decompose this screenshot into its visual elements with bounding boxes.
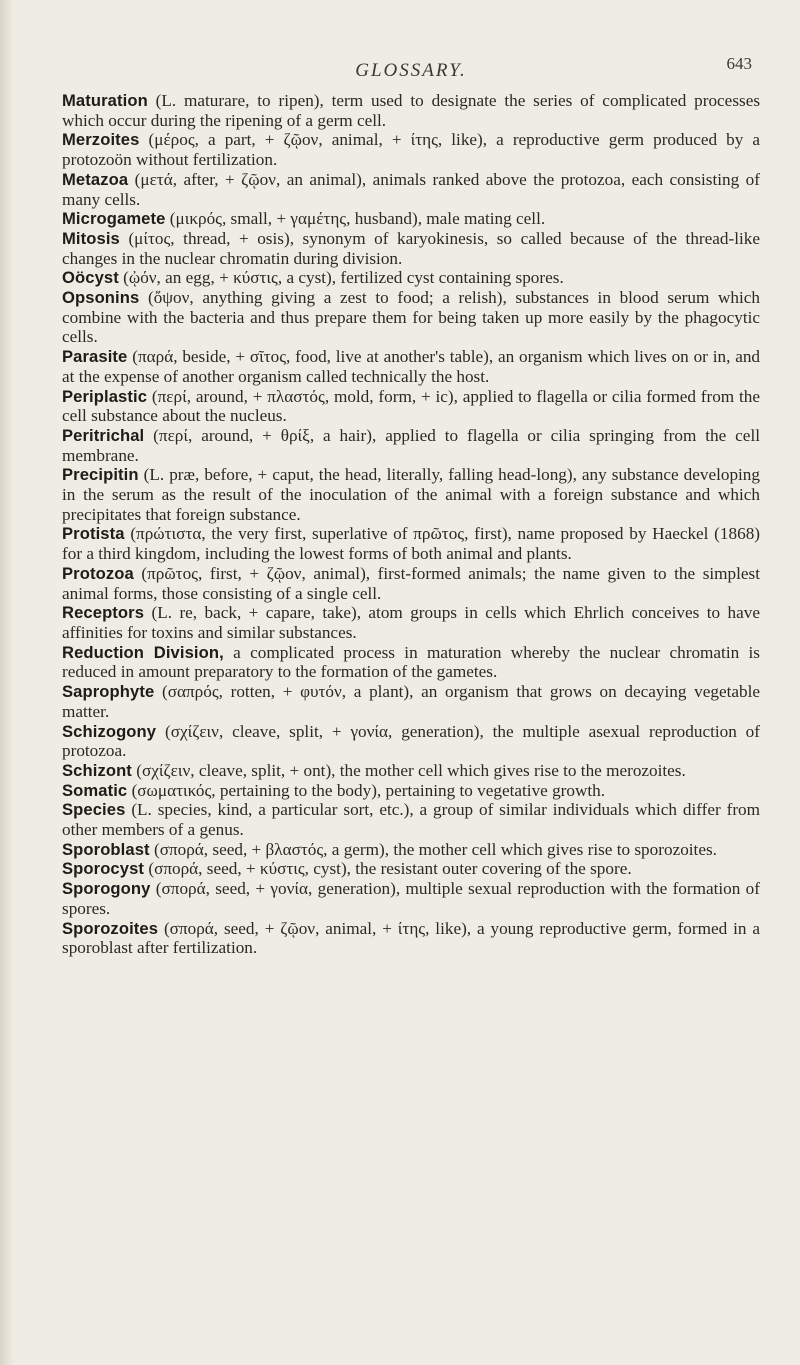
glossary-definition: (παρά, beside, + σῖτος, food, live at another's table), an organism which lives on or in, and at the expense of another organism called technically the host. (62, 347, 761, 386)
glossary-definition: (σπορά, seed, + γονία, generation), multiple sexual reproduction with the formation of spores. (62, 879, 760, 918)
glossary-entry (62, 426, 760, 465)
glossary-term: Saprophyte (62, 682, 155, 702)
glossary-entry (62, 800, 760, 839)
glossary-entry (62, 603, 760, 642)
glossary-entry (62, 91, 760, 130)
glossary-definition: (μετά, after, + ζῷον, an animal), animals ranked above the protozoa, each consisting of many cells. (62, 169, 760, 209)
page-number: 643 (726, 54, 752, 73)
glossary-term: Microgamete (62, 209, 166, 229)
glossary-entry (62, 781, 760, 801)
glossary-term: Protozoa (62, 563, 134, 583)
glossary-term: Merzoites (62, 130, 140, 150)
glossary-entry (62, 387, 760, 426)
glossary-entry (62, 524, 760, 563)
glossary-definition: (L. re, back, + capare, take), atom groups in cells which Ehrlich conceives to have affinities for toxins and similar substances. (62, 603, 760, 642)
glossary-entry (62, 761, 760, 781)
glossary-entry (62, 347, 760, 386)
glossary-definition: (σπορά, seed, + κύστις, cyst), the resistant outer covering of the spore. (148, 859, 632, 879)
glossary-term: Metazoa (62, 169, 129, 189)
glossary-entry (62, 564, 760, 603)
glossary-term: Species (62, 800, 126, 820)
glossary-term: Sporocyst (62, 859, 145, 879)
glossary-term: Schizogony (62, 721, 157, 741)
glossary-definition: (σχίζειν, cleave, split, + ont), the mother cell which gives rise to the merozoites. (136, 760, 686, 780)
glossary-entry (62, 170, 760, 209)
glossary-term: Sporogony (62, 879, 151, 899)
glossary-definition: (σπορά, seed, + βλαστός, a germ), the mother cell which gives rise to sporozoites. (153, 839, 717, 859)
page-edge-shadow (0, 0, 14, 1365)
glossary-entry (62, 919, 760, 958)
glossary-definition: (σωματικός, pertaining to the body), pertaining to vegetative growth. (131, 780, 606, 800)
glossary-term: Precipitin (62, 465, 139, 485)
glossary-definition: (περί, around, + θρίξ, a hair), applied to flagella or cilia springing from the cell membrane. (62, 425, 760, 465)
glossary-definition: (σαπρός, rotten, + φυτόν, a plant), an organism that grows on decaying vegetable matter. (62, 682, 760, 721)
glossary-term: Protista (62, 524, 125, 544)
glossary-term: Oöcyst (62, 268, 119, 288)
glossary-term: Receptors (62, 603, 145, 623)
glossary-term: Opsonins (62, 288, 140, 308)
glossary-definition: (μικρός, small, + γαμέτης, husband), male mating cell. (169, 209, 546, 229)
glossary-term: Maturation (62, 91, 148, 110)
glossary-entry (62, 268, 760, 288)
glossary-entry (62, 465, 760, 524)
glossary-entry (62, 288, 760, 347)
glossary-definition: (ᾠόν, an egg, + κύστις, a cyst), fertilized cyst containing spores. (123, 268, 564, 288)
glossary-term: Somatic (62, 780, 128, 800)
glossary-entry (62, 840, 760, 860)
glossary-term: Periplastic (62, 386, 148, 406)
running-title: GLOSSARY. (355, 60, 467, 81)
glossary-definition: a complicated process in maturation whereby the nuclear chromatin is reduced in amount preparatory to the formation of the gametes. (62, 642, 760, 682)
glossary-definition: (L. species, kind, a particular sort, etc.), a group of similar individuals which differ from other members of a genus. (62, 800, 761, 840)
glossary-definition: (πρῶτος, first, + ζῷον, animal), first-formed animals; the name given to the simplest animal forms, those consisting of a single cell. (62, 563, 761, 603)
running-head (62, 50, 760, 90)
glossary-term: Peritrichal (62, 425, 145, 445)
glossary-entry (62, 682, 760, 721)
glossary-entry (62, 130, 760, 169)
glossary-definition: (ὄψον, anything giving a zest to food; a relish), substances in blood serum which combine with the bacteria and thus prepare them for being taken up more easily by the phagocytic cells. (62, 288, 761, 347)
glossary-term: Sporoblast (62, 839, 150, 859)
glossary-term: Schizont (62, 760, 132, 780)
glossary-term: Reduction Division, (62, 642, 224, 662)
glossary-definition: (μίτος, thread, + osis), synonym of karyokinesis, so called because of the thread-like changes in the nuclear chromatin during division. (62, 228, 761, 268)
glossary-entry (62, 722, 760, 761)
glossary-term: Parasite (62, 347, 128, 367)
glossary-definition: (σπορά, seed, + ζῷον, animal, + ίτης, like), a young reproductive germ, formed in a sporoblast after fertilization. (62, 918, 760, 958)
glossary-entries (62, 91, 760, 958)
glossary-definition: (L. præ, before, + caput, the head, literally, falling head-long), any substance developing in the serum as the result of the inoculation of the animal with a foreign substance and which precipitates that foreign substance. (62, 465, 760, 524)
glossary-definition: (σχίζειν, cleave, split, + γονία, generation), the multiple asexual reproduction of protozoa. (62, 721, 760, 761)
glossary-entry (62, 643, 760, 682)
glossary-definition: (L. maturare, to ripen), term used to designate the series of complicated processes which occur during the ripening of a germ cell. (62, 91, 761, 130)
glossary-term: Mitosis (62, 228, 120, 248)
glossary-definition: (περί, around, + πλαστός, mold, form, + ic), applied to flagella or cilia formed from the cell substance about the nucleus. (62, 386, 760, 426)
glossary-definition: (μέρος, a part, + ζῷον, animal, + ίτης, like), a reproductive germ produced by a protozoön without fertilization. (62, 130, 761, 170)
glossary-entry (62, 209, 760, 229)
glossary-entry (62, 229, 760, 268)
glossary-entry (62, 859, 760, 879)
glossary-term: Sporozoites (62, 918, 159, 938)
glossary-entry (62, 879, 760, 918)
glossary-definition: (πρώτιστα, the very first, superlative of πρῶτος, first), name proposed by Haeckel (1868) for a third kingdom, including the lowest forms of both animal and plants. (62, 524, 761, 564)
